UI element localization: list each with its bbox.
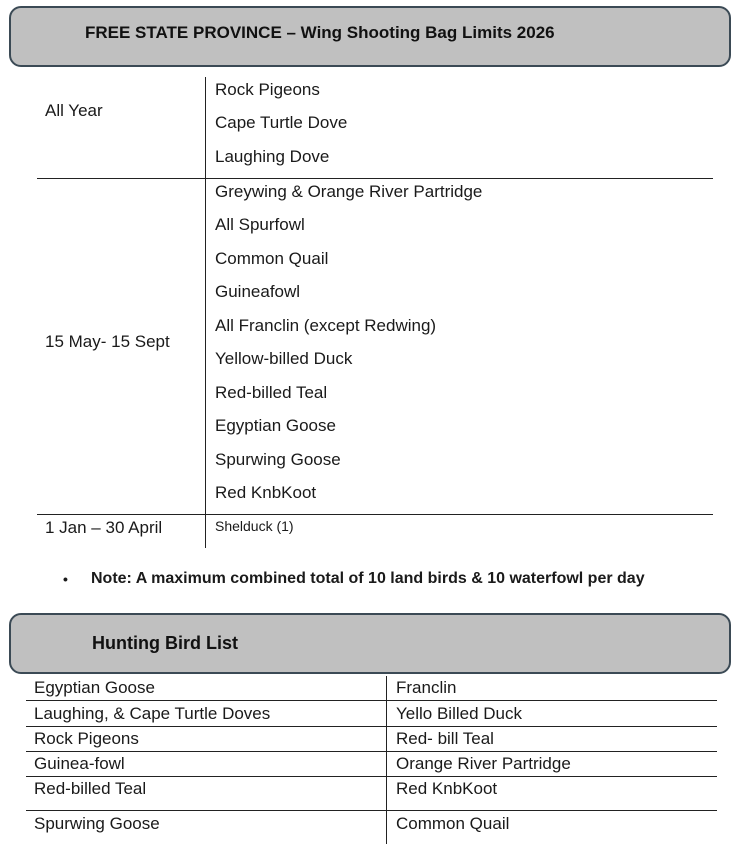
bullet-icon: •	[63, 571, 68, 587]
table-cell: Red- bill Teal	[396, 729, 494, 748]
season-bird: Greywing & Orange River Partridge	[215, 182, 483, 201]
bag-limits-table	[37, 77, 713, 548]
season-bird: Spurwing Goose	[215, 450, 341, 469]
table-cell: Spurwing Goose	[34, 814, 160, 833]
season-bird: Egyptian Goose	[215, 416, 336, 435]
column-divider	[205, 77, 206, 548]
season-bird: All Spurfowl	[215, 215, 305, 234]
season-bird: Cape Turtle Dove	[215, 113, 348, 132]
row-divider	[26, 751, 717, 752]
row-divider	[26, 810, 717, 811]
table-cell: Laughing, & Cape Turtle Doves	[34, 704, 271, 723]
season-bird: Rock Pigeons	[215, 80, 320, 99]
season-bird: Red KnbKoot	[215, 483, 317, 502]
table-cell: Rock Pigeons	[34, 729, 139, 748]
table-cell: Yello Billed Duck	[396, 704, 522, 723]
season-bird: All Franclin (except Redwing)	[215, 316, 437, 335]
season-bird: Shelduck (1)	[215, 518, 294, 534]
season-bird: Yellow-billed Duck	[215, 349, 353, 368]
row-divider	[37, 178, 713, 179]
table-cell: Franclin	[396, 678, 457, 697]
row-divider	[26, 776, 717, 777]
row-divider	[26, 726, 717, 727]
title-banner	[9, 6, 731, 67]
season-bird: Guineafowl	[215, 282, 301, 301]
table-cell: Red KnbKoot	[396, 779, 498, 798]
table-cell: Egyptian Goose	[34, 678, 155, 697]
page-title: FREE STATE PROVINCE – Wing Shooting Bag Limits 2026	[85, 23, 555, 42]
table-cell: Guinea-fowl	[34, 754, 125, 773]
column-divider	[386, 676, 387, 844]
note-text: Note: A maximum combined total of 10 land birds & 10 waterfowl per day	[91, 570, 645, 587]
season-bird: Red-billed Teal	[215, 383, 328, 402]
row-divider	[26, 700, 717, 701]
table-cell: Orange River Partridge	[396, 754, 571, 773]
table-cell: Common Quail	[396, 814, 510, 833]
hunting-bird-table	[26, 676, 717, 844]
row-divider	[37, 514, 713, 515]
season-period: 1 Jan – 30 April	[45, 518, 163, 537]
season-period: All Year	[45, 101, 103, 120]
season-period: 15 May- 15 Sept	[45, 332, 170, 351]
section-banner	[9, 613, 731, 674]
season-bird: Common Quail	[215, 249, 329, 268]
table-cell: Red-billed Teal	[34, 779, 147, 798]
section-title: Hunting Bird List	[92, 633, 238, 653]
season-bird: Laughing Dove	[215, 147, 330, 166]
